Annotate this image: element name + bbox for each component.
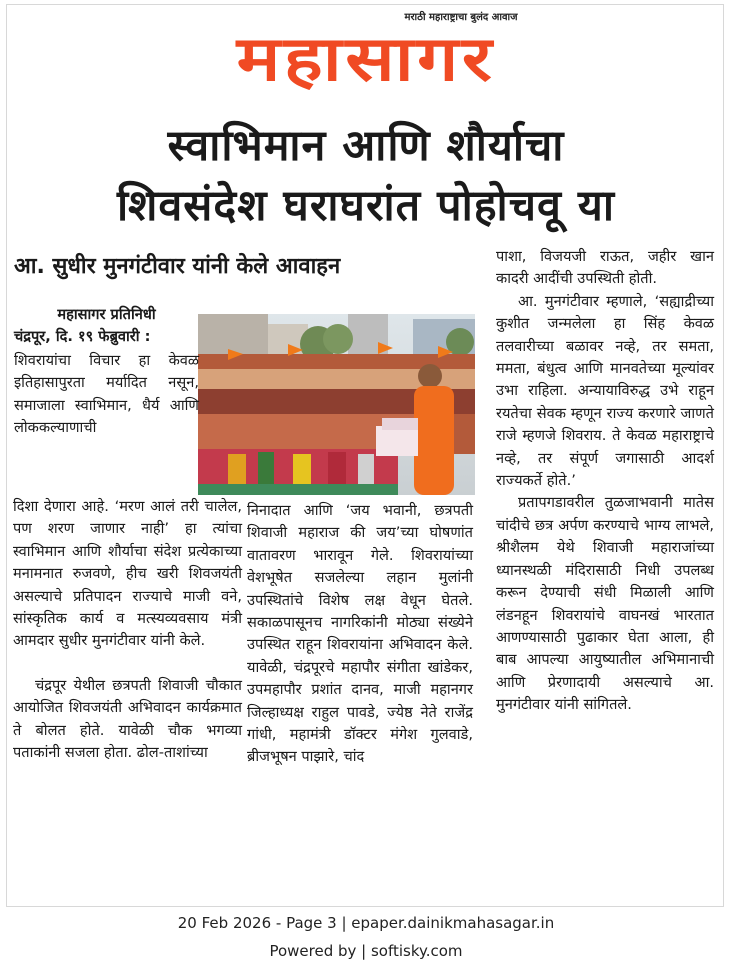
paragraph-1-text: शिवरायांचा विचार हा केवळ इतिहासापुरता मर्यादित नसून, समाजाला स्वाभिमान, धैर्य आणि लोककल्याणाची <box>14 352 199 437</box>
paragraph-1-cont: दिशा देणारा आहे. ‘मरण आलं तरी चालेल, पण शरण जाणार नाही’ हा त्यांचा स्वाभिमान आणि शौर्याचा संदेश प्रत्येकाच्या मनामनात रुजवणे, हीच खरी शिवजयंती असल्याचे प्रतिपादन राज्याचे माजी वने, सांस्कृतिक कार्य व मत्स्यव्यवसाय मंत्री आमदार सुधीर मुनगंटीवार यांनी केले. <box>13 498 242 650</box>
article-column-left-wrap <box>14 350 199 440</box>
article-column-left-bottom <box>13 496 242 764</box>
paragraph-1-wrap <box>14 350 199 440</box>
masthead-logo: महासागर <box>236 22 496 95</box>
paragraph-2-end: पाशा, विजयजी राऊत, जहीर खान कादरी आदींची उपस्थिती होती. <box>496 248 714 288</box>
article-column-middle <box>247 500 473 769</box>
dateline: चंद्रपूर, दि. १९ फेब्रुवारी : <box>14 328 151 346</box>
article-column-right <box>496 246 714 717</box>
paragraph-2-cont: निनादात आणि ‘जय भवानी, छत्रपती शिवाजी महाराज की जय’च्या घोषणांत वातावरण भारावून गेले. शिवरायांच्या वेशभूषेत सजलेल्या लहान मुलांनी उपस्थितांचे विशेष लक्ष वेधून घेतले. सकाळपासूनच नागरिकांनी मोठ्या संख्येने उपस्थित राहून शिवरायांना अभिवादन केले. यावेळी, चंद्रपूरचे महापौर संगीता खांडेकर, उपमहापौर प्रशांत दानव, माजी महानगर जिल्हाध्यक्ष राहुल पावडे, ज्येष्ठ नेते राजेंद्र गांधी, महामंत्री डॉक्टर मंगेश गुलवाडे, ब्रीजभूषन पाझारे, चांद <box>247 502 473 766</box>
paragraph-2-start: चंद्रपूर येथील छत्रपती शिवाजी चौकात आयोजित शिवजयंती अभिवादन कार्यक्रमात ते बोलत होते. यावेळी चौक भगव्या पताकांनी सजला होता. ढोल-ताशांच्या <box>13 676 242 762</box>
masthead-tagline: मराठी महाराष्ट्राचा बुलंद आवाज <box>404 12 518 23</box>
headline-line1: स्वाभिमान आणि शौर्याचा <box>167 121 565 171</box>
paragraph-3: आ. मुनगंटीवार म्हणाले, ‘सह्याद्रीच्या कुशीत जन्मलेला हा सिंह केवळ तलवारीच्या बळावर नव्हे, तर समता, ममता, बंधुत्व आणि मानवतेच्या मूल्यांवर उभा राहिला. अन्यायाविरुद्ध उभे राहून रयतेचा सेवक म्हणून राज्य करणारे जाणते राजे म्हणजे शिवराय. ते केवळ महाराष्ट्राचे नव्हे, तर संपूर्ण जगासाठी आदर्श राज्यकर्ते होते.’ <box>496 292 714 490</box>
headline-line2: शिवसंदेश घराघरांत पोहोचवू या <box>117 181 615 231</box>
footer-powered-by: Powered by | softisky.com <box>269 942 463 960</box>
subheadline: आ. सुधीर मुनगंटीवार यांनी केले आवाहन <box>14 254 341 279</box>
paragraph-4: प्रतापगडावरील तुळजाभवानी मातेस चांदीचे छत्र अर्पण करण्याचे भाग्य लाभले, श्रीशैलम येथे शिवाजी महाराजांच्या ध्यानस्थळी मंदिरासाठी निधी उपलब्ध करून देण्याची संधी मिळाली आणि लंडनहून शिवरायांचे वाघनखं भारतात आणण्यासाठी पुढाकार घेता आला, ही बाब आपल्या आयुष्यातील अभिमानाची आणि प्रेरणादायी असल्याचे आ. मुनगंटीवार यांनी सांगितले. <box>496 494 714 714</box>
article-column-left-top <box>14 304 199 349</box>
article-photo <box>198 314 475 495</box>
byline: महासागर प्रतिनिधी <box>57 306 156 323</box>
rally-photo-image <box>198 314 475 495</box>
footer-edition-info: 20 Feb 2026 - Page 3 | epaper.dainikmahasagar.in <box>177 914 555 932</box>
